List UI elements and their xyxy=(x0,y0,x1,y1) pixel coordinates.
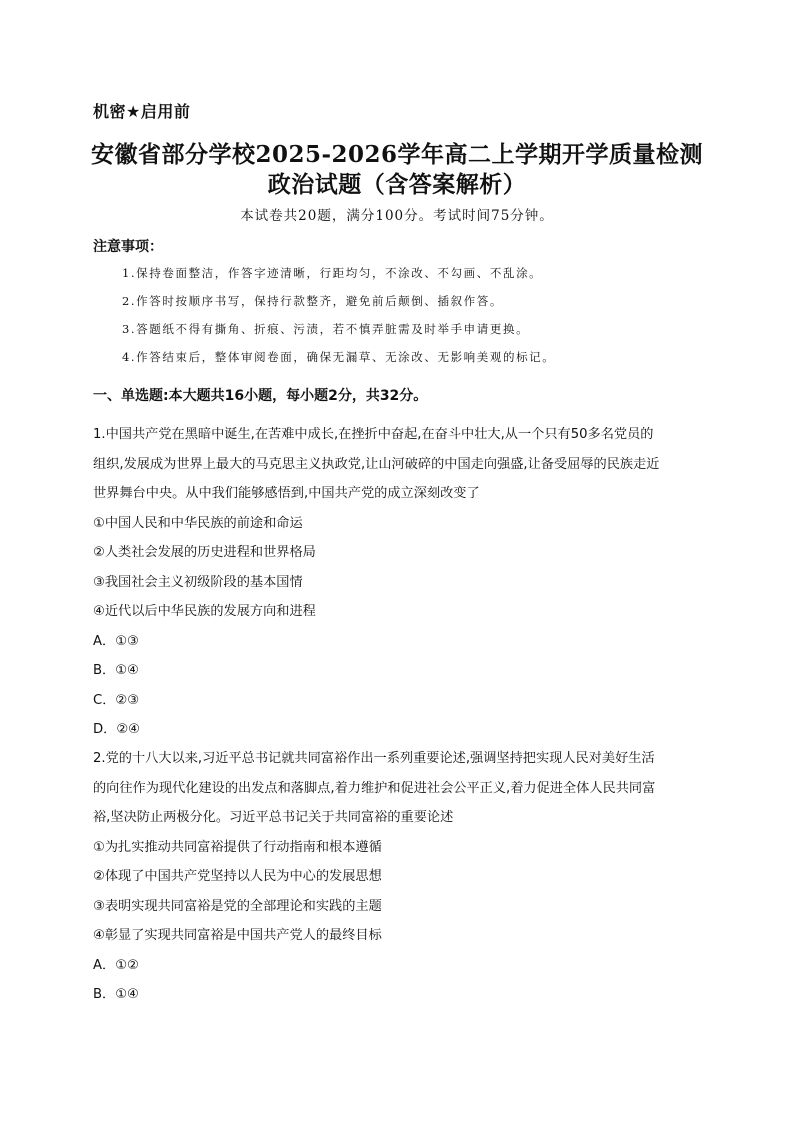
question-stem-line: 的向往作为现代化建设的出发点和落脚点,着力维护和促进社会公平正义,着力促进全体人民共同富 xyxy=(93,780,656,796)
statement: ①中国人民和中华民族的前途和命运 xyxy=(93,515,303,531)
answer-option-b: B．①④ xyxy=(93,663,139,678)
notice-item: 2.作答时按顺序书写，保持行款整齐，避免前后颠倒、插叙作答。 xyxy=(122,294,503,308)
exam-info: 本试卷共20题，满分100分。考试时间75分钟。 xyxy=(240,208,554,224)
question-1 xyxy=(93,420,703,745)
statement: ②体现了中国共产党坚持以人民为中心的发展思想 xyxy=(93,869,382,884)
question-stem-line: 1.中国共产党在黑暗中诞生,在苦难中成长,在挫折中奋起,在奋斗中壮大,从一个只有50多名党员的 xyxy=(93,427,654,442)
statement: ②人类社会发展的历史进程和世界格局 xyxy=(93,545,316,560)
notice-heading: 注意事项： xyxy=(93,239,163,255)
question-stem-line: 2.党的十八大以来,习近平总书记就共同富裕作出一系列重要论述,强调坚持把实现人民对美好生活 xyxy=(93,751,655,766)
statement: ③我国社会主义初级阶段的基本国情 xyxy=(93,574,303,590)
confidential-label: 机密★启用前 xyxy=(93,102,191,121)
question-stem-line: 裕,坚决防止两极分化。习近平总书记关于共同富裕的重要论述 xyxy=(93,810,454,825)
answer-option-d: D．②④ xyxy=(93,722,140,737)
question-stem-line: 世界舞台中央。从中我们能够感悟到,中国共产党的成立深刻改变了 xyxy=(93,486,480,501)
question-2 xyxy=(93,744,703,1010)
statement: ①为扎实推动共同富裕提供了行动指南和根本遵循 xyxy=(93,839,382,855)
notice-item: 1.保持卷面整洁，作答字迹清晰，行距均匀，不涂改、不勾画、不乱涂。 xyxy=(122,266,543,280)
notice-item: 4.作答结束后，整体审阅卷面，确保无漏草、无涂改、无影响美观的标记。 xyxy=(122,350,556,364)
statement: ④彰显了实现共同富裕是中国共产党人的最终目标 xyxy=(93,928,382,943)
answer-option-b: B．①④ xyxy=(93,987,139,1002)
question-stem-line: 组织,发展成为世界上最大的马克思主义执政党,让山河破碎的中国走向强盛,让备受屈辱的民族走近 xyxy=(93,456,660,472)
statement: ③表明实现共同富裕是党的全部理论和实践的主题 xyxy=(93,898,382,914)
exam-title-line2: 政治试题（含答案解析） xyxy=(267,171,527,198)
answer-option-a: A．①③ xyxy=(93,633,139,649)
notice-item: 3.答题纸不得有撕角、折痕、污渍，若不慎弄脏需及时举手申请更换。 xyxy=(122,322,530,336)
statement: ④近代以后中华民族的发展方向和进程 xyxy=(93,604,316,619)
answer-option-a: A．①② xyxy=(93,957,139,973)
section-heading: 一、单选题:本大题共16小题，每小题2分，共32分。 xyxy=(93,388,428,404)
exam-title-line1: 安徽省部分学校2025-2026学年高二上学期开学质量检测 xyxy=(90,141,704,168)
notice-list xyxy=(122,263,555,375)
answer-option-c: C．②③ xyxy=(93,692,140,708)
